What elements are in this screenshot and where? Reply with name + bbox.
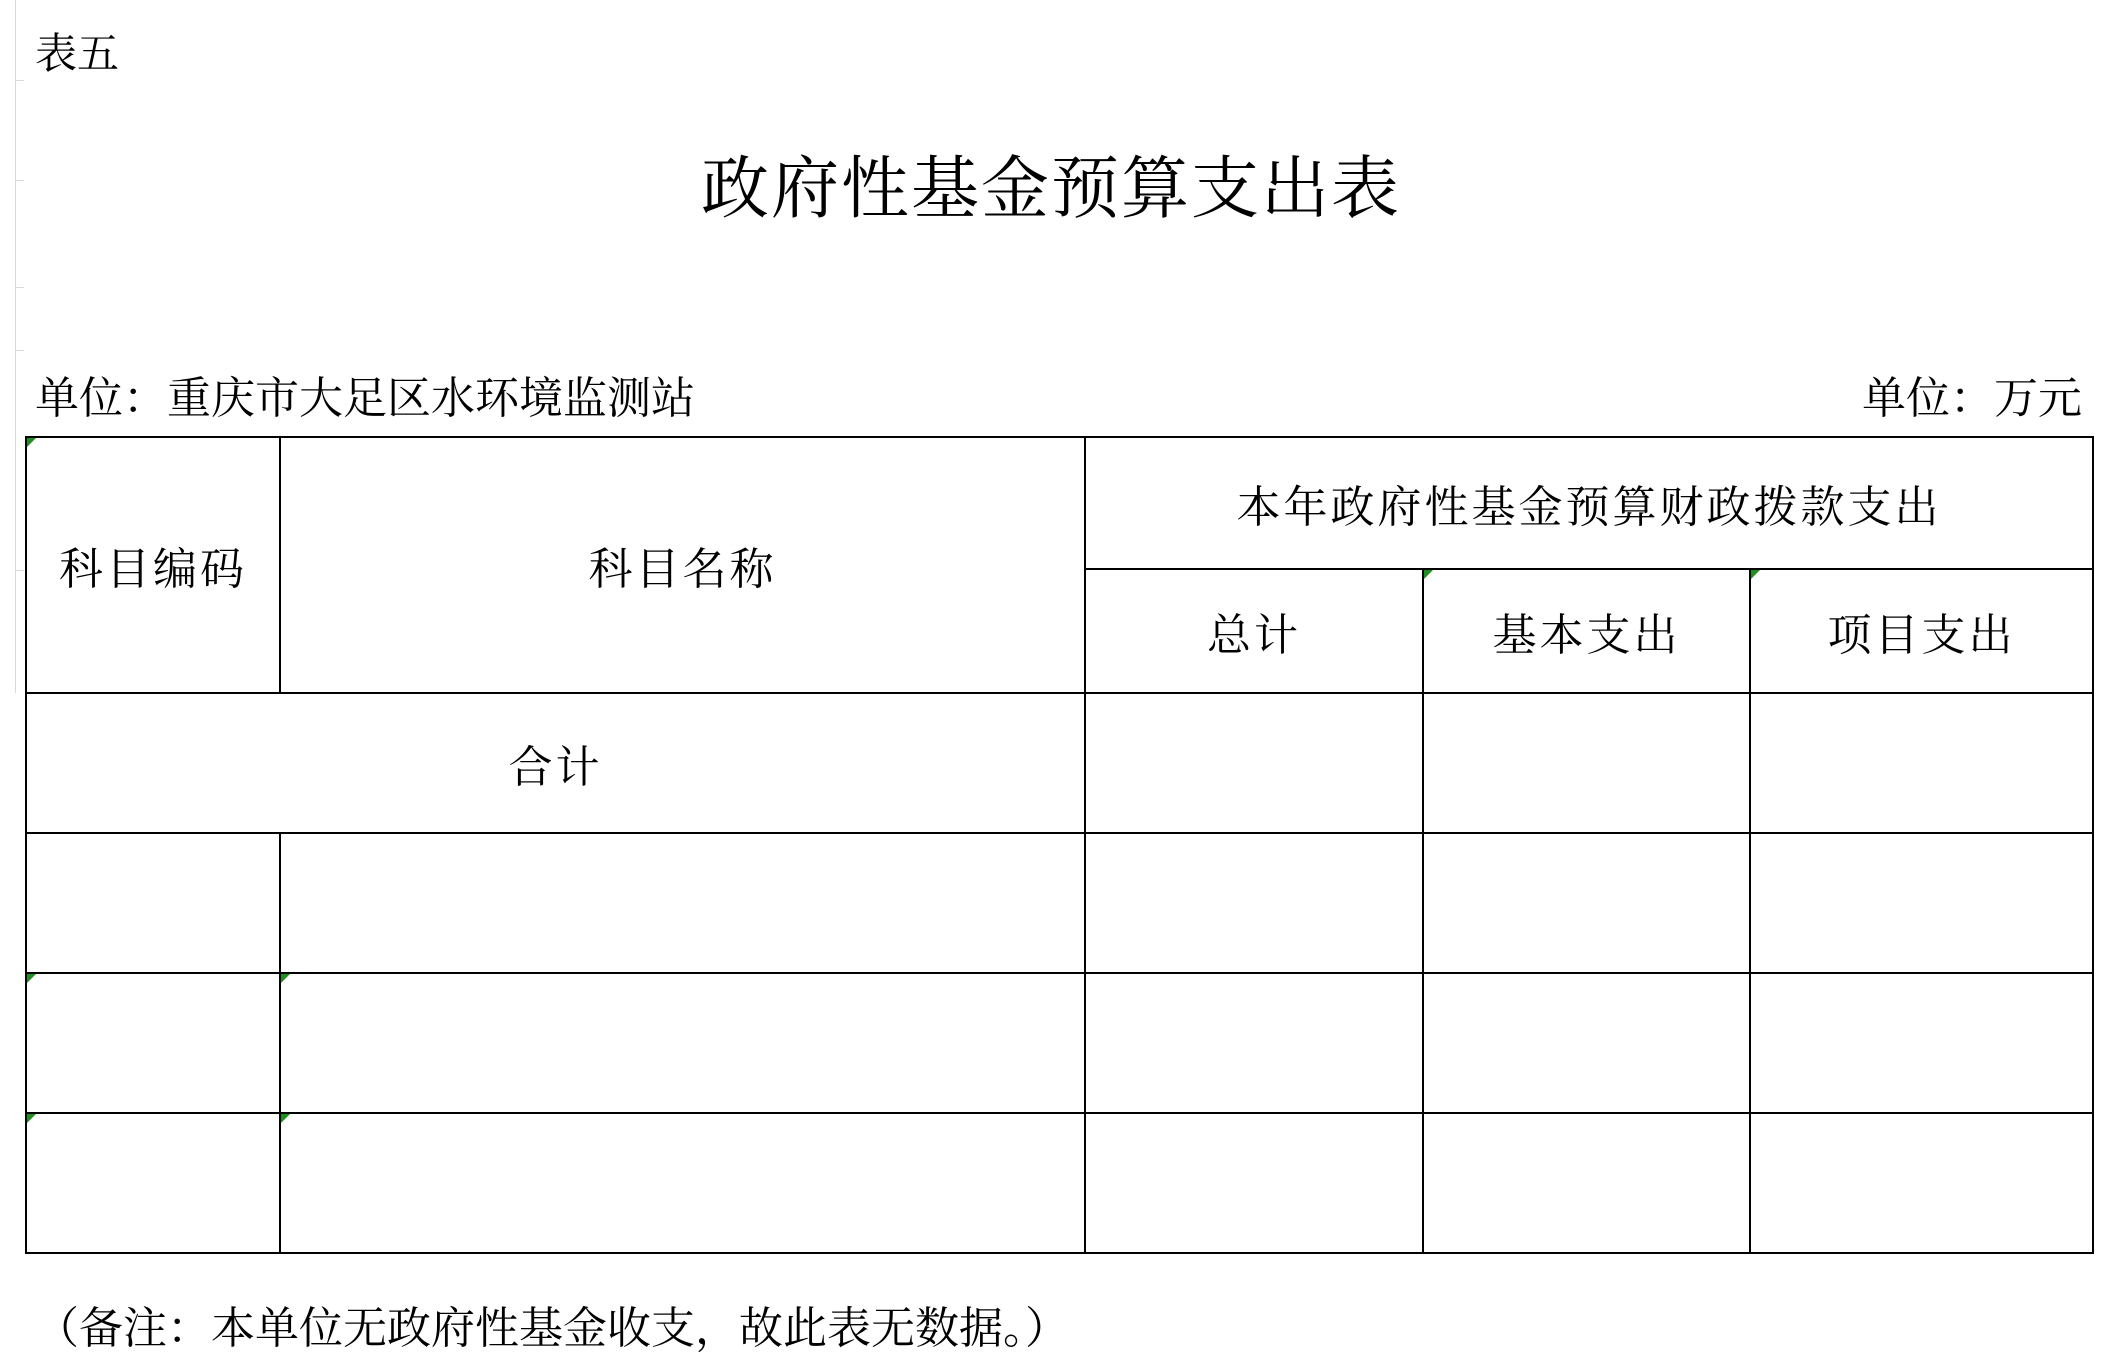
document-title: 政府性基金预算支出表 — [700, 150, 1401, 229]
table-number-label: 表五 — [35, 29, 120, 78]
basic-cell[interactable] — [1423, 833, 1750, 973]
gutter-tick — [15, 80, 24, 81]
gutter-line — [15, 0, 16, 693]
header-group[interactable]: 本年政府性基金预算财政拨款支出 — [1085, 437, 2093, 569]
name-cell[interactable] — [280, 1113, 1085, 1253]
remark-note: （备注：本单位无政府性基金收支，故此表无数据。） — [35, 1303, 1069, 1354]
header-total[interactable]: 总计 — [1085, 569, 1423, 693]
name-cell[interactable] — [280, 973, 1085, 1113]
gutter-tick — [15, 287, 24, 288]
gutter-tick — [15, 570, 24, 571]
gutter-tick — [15, 350, 24, 351]
code-cell[interactable] — [26, 833, 280, 973]
name-cell[interactable] — [280, 833, 1085, 973]
basic-cell[interactable] — [1423, 1113, 1750, 1253]
budget-table — [25, 436, 2094, 1254]
basic-cell[interactable] — [1423, 973, 1750, 1113]
total-cell[interactable] — [1085, 1113, 1423, 1253]
code-cell[interactable] — [26, 973, 280, 1113]
header-project[interactable]: 项目支出 — [1750, 569, 2093, 693]
header-row-1 — [26, 437, 2093, 569]
project-cell[interactable] — [1750, 1113, 2093, 1253]
table-row — [26, 833, 2093, 973]
organization-unit-label: 单位：重庆市大足区水环境监测站 — [35, 373, 695, 424]
code-cell[interactable] — [26, 1113, 280, 1253]
total-basic-cell[interactable] — [1423, 693, 1750, 833]
total-total-cell[interactable] — [1085, 693, 1423, 833]
total-row — [26, 693, 2093, 833]
project-cell[interactable] — [1750, 973, 2093, 1113]
total-cell[interactable] — [1085, 973, 1423, 1113]
total-label-cell[interactable]: 合计 — [26, 693, 1085, 833]
header-name[interactable]: 科目名称 — [280, 437, 1085, 693]
header-code[interactable]: 科目编码 — [26, 437, 280, 693]
project-cell[interactable] — [1750, 833, 2093, 973]
table-row — [26, 973, 2093, 1113]
currency-unit-label: 单位：万元 — [1862, 373, 2082, 424]
total-cell[interactable] — [1085, 833, 1423, 973]
total-project-cell[interactable] — [1750, 693, 2093, 833]
header-basic[interactable]: 基本支出 — [1423, 569, 1750, 693]
table-row — [26, 1113, 2093, 1253]
